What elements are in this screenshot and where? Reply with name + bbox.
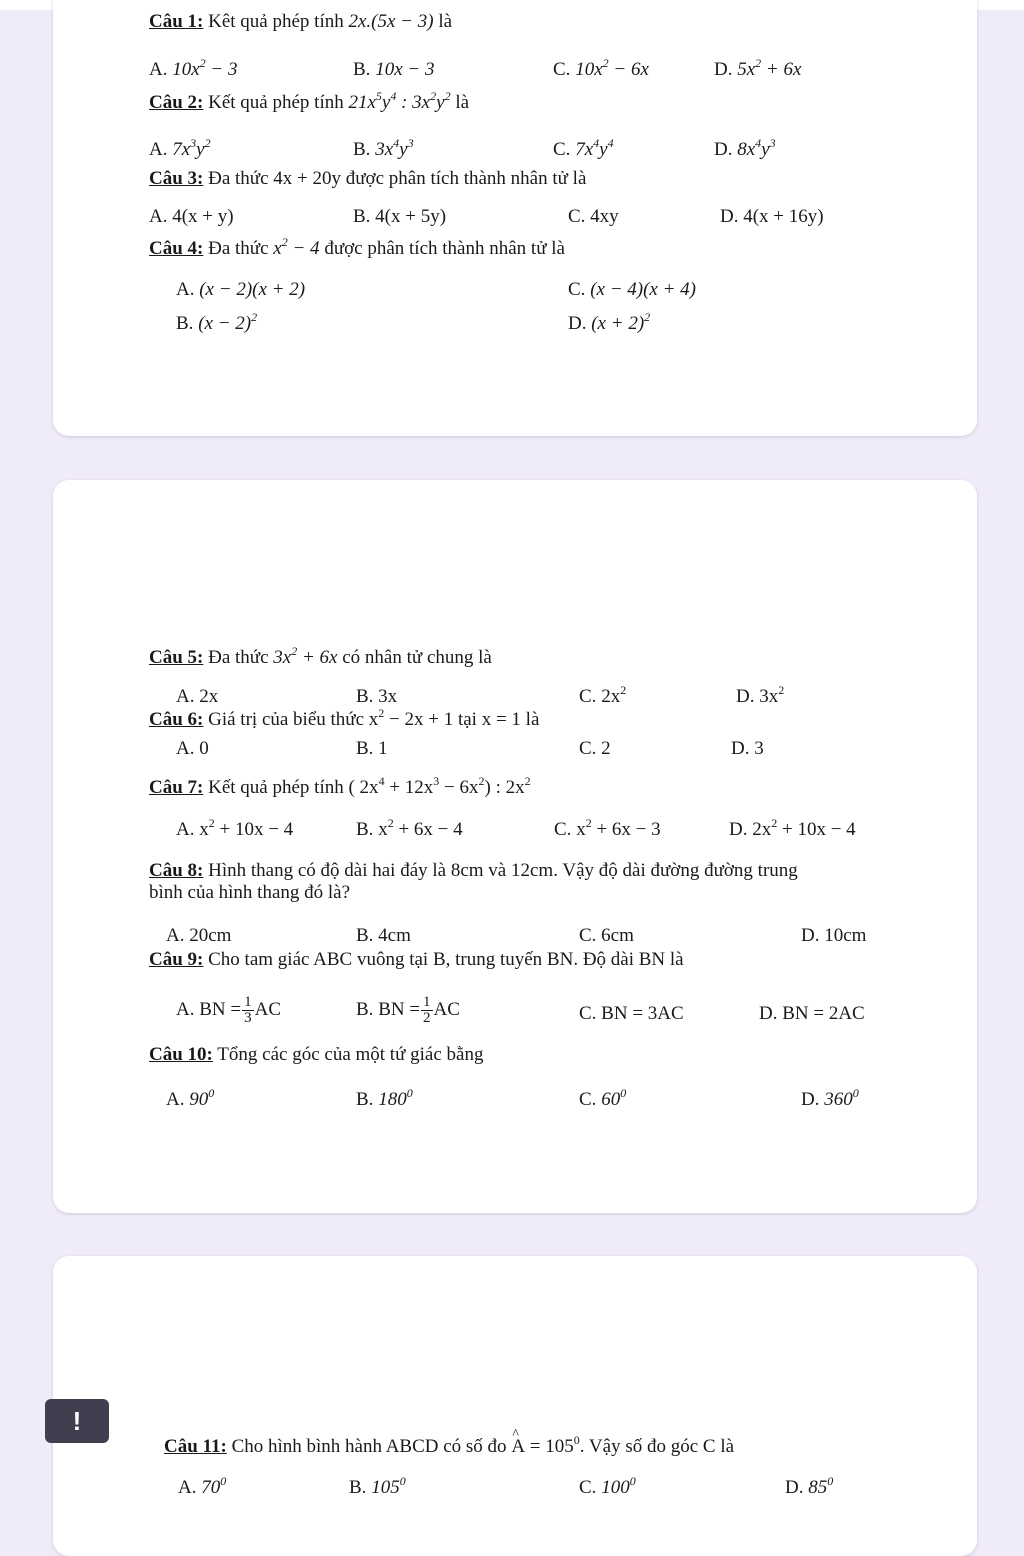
option-letter: B.: [176, 313, 194, 334]
q4-option-a[interactable]: [176, 279, 305, 301]
q2-option-b[interactable]: B. $3x^4y^3$: [353, 136, 414, 160]
question-stem-end: có nhân tử chung là: [342, 647, 492, 668]
option-letter: C.: [554, 819, 572, 840]
option-letter: A.: [178, 1477, 197, 1498]
q9-option-b[interactable]: [356, 995, 460, 1026]
q11-option-b[interactable]: B. $105^0$: [349, 1474, 406, 1498]
option-letter: C.: [579, 686, 597, 707]
q10-option-b[interactable]: B. $180^0$: [356, 1086, 413, 1110]
fraction-numerator: 1: [244, 994, 252, 1010]
question-label: Câu 4:: [149, 238, 204, 259]
alert-icon[interactable]: !: [45, 1399, 109, 1443]
question-stem: Hình thang có độ dài hai đáy là 8cm và 12cm. Vậy độ dài đường đường trung: [208, 860, 798, 881]
question-label: Câu 7:: [149, 777, 204, 798]
fraction: [421, 995, 433, 1026]
question-label: Câu 9:: [149, 949, 204, 970]
question-label: Câu 3:: [149, 168, 204, 189]
option-value: BN =: [199, 998, 242, 1020]
option-letter: C.: [568, 279, 586, 300]
question-2: [149, 89, 470, 114]
q5-option-c[interactable]: C. $2x^2$: [579, 683, 627, 707]
question-stem-end: . Vậy số đo góc C là: [579, 1436, 735, 1457]
q8-option-b[interactable]: B. 4cm: [356, 925, 411, 946]
q8-option-a[interactable]: A. 20cm: [166, 925, 232, 946]
option-letter: D.: [714, 139, 733, 160]
option-value: 5x: [737, 59, 756, 80]
option-letter: A.: [176, 279, 195, 300]
option-value: (x − 2)(x + 2): [199, 279, 306, 300]
q7-option-d[interactable]: D. $2x^2 + 10x - 4$: [729, 816, 856, 840]
q4-option-d[interactable]: D. $(x + 2)^2$: [568, 310, 651, 334]
fraction-denominator: 3: [244, 1010, 252, 1026]
q7-option-a[interactable]: A. $x^2 + 10x - 4$: [176, 816, 294, 840]
question-8: [149, 860, 798, 882]
q7-option-c[interactable]: C. $x^2 + 6x - 3$: [554, 816, 661, 840]
question-stem: Cho hình bình hành ABCD có số đo: [231, 1436, 507, 1457]
q3-option-b[interactable]: B. 4(x + 5y): [353, 206, 447, 227]
question-label: Câu 5:: [149, 647, 204, 668]
option-value: 10x: [172, 59, 200, 80]
question-stem: Cho tam giác ABC vuông tại B, trung tuyến BN. Độ dài BN là: [208, 949, 684, 970]
q11-option-d[interactable]: D. $85^0$: [785, 1474, 834, 1498]
option-letter: C.: [553, 139, 571, 160]
option-value: 10x: [575, 59, 603, 80]
option-letter: D.: [801, 1089, 820, 1110]
q10-option-a[interactable]: A. $90^0$: [166, 1086, 215, 1110]
q3-option-a[interactable]: A. 4(x + y): [149, 206, 234, 227]
option-value: AC: [433, 998, 460, 1020]
question-card-3: [53, 1256, 977, 1556]
question-expression: $3x^2 + 6x$: [273, 644, 338, 668]
option-letter: A.: [176, 998, 195, 1020]
q2-option-d[interactable]: D. $8x^4y^3$: [714, 136, 776, 160]
option-letter: B.: [356, 998, 374, 1020]
q1-option-b[interactable]: [353, 59, 434, 81]
option-letter: C.: [553, 59, 571, 80]
question-stem: Tổng các góc của một tứ giác bằng: [217, 1044, 484, 1065]
option-letter: D.: [729, 819, 748, 840]
question-stem: Kêt quả phép tính: [208, 11, 344, 32]
q9-option-a[interactable]: [176, 995, 281, 1026]
q11-option-a[interactable]: A. $70^0$: [178, 1474, 227, 1498]
q3-option-c[interactable]: C. 4xy: [568, 206, 619, 227]
question-stem: Kết quả phép tính: [208, 777, 344, 798]
question-6: [149, 706, 540, 731]
option-value: 10x − 3: [375, 59, 435, 80]
question-stem: Đa thức: [208, 238, 269, 259]
q5-option-b[interactable]: B. 3x: [356, 686, 398, 707]
option-letter: D.: [714, 59, 733, 80]
q10-option-c[interactable]: C. $60^0$: [579, 1086, 627, 1110]
q5-option-d[interactable]: D. $3x^2$: [736, 683, 785, 707]
question-label: Câu 1:: [149, 11, 204, 32]
question-8-line-2: bình của hình thang đó là?: [149, 882, 351, 903]
question-label: Câu 11:: [164, 1436, 227, 1457]
option-value: − 6x: [613, 59, 649, 80]
question-expression: $x^2 - 4$: [273, 235, 320, 259]
option-letter: C.: [579, 1477, 597, 1498]
question-3: [149, 168, 586, 190]
q11-option-c[interactable]: C. $100^0$: [579, 1474, 636, 1498]
question-5: [149, 644, 492, 669]
question-label: Câu 2:: [149, 92, 204, 113]
option-letter: A.: [176, 819, 195, 840]
q7-option-b[interactable]: B. $x^2 + 6x - 4$: [356, 816, 463, 840]
question-stem-end: được phân tích thành nhân tử là: [324, 238, 565, 259]
question-expression: ( $2x^4 + 12x^3 - 6x^2$) : $2x^2$: [348, 774, 531, 798]
option-value: − 3: [210, 59, 238, 80]
question-label: Câu 6:: [149, 709, 204, 730]
question-stem: Đa thức: [208, 647, 269, 668]
q4-option-c[interactable]: [568, 279, 696, 301]
option-value: (x − 4)(x + 4): [590, 279, 697, 300]
option-letter: A.: [149, 139, 168, 160]
question-stem: Giá trị của biểu thức: [208, 709, 365, 730]
question-label: Câu 10:: [149, 1044, 213, 1065]
q8-option-d[interactable]: D. 10cm: [801, 925, 867, 946]
q6-option-d[interactable]: D. 3: [731, 738, 764, 759]
question-stem-end: là: [438, 11, 453, 32]
q1-option-a[interactable]: A. $10x^2 - 3$: [149, 56, 238, 80]
q6-option-b[interactable]: B. 1: [356, 738, 388, 759]
q5-option-a[interactable]: A. 2x: [176, 686, 219, 707]
option-letter: B.: [356, 819, 374, 840]
fraction-numerator: 1: [423, 994, 431, 1010]
question-9: [149, 949, 684, 971]
question-7: [149, 774, 531, 799]
option-value: AC: [254, 998, 281, 1020]
option-letter: C.: [579, 1089, 597, 1110]
question-stem-end: là: [455, 92, 470, 113]
option-value: BN =: [378, 998, 421, 1020]
question-label: Câu 8:: [149, 860, 204, 881]
fraction: [242, 995, 254, 1026]
option-letter: B.: [349, 1477, 367, 1498]
question-expression: $21x^5y^4$ : $3x^2y^2$: [348, 89, 451, 113]
question-11: [164, 1433, 735, 1458]
question-expression: ^ $A = 105^0$: [511, 1436, 579, 1457]
q1-option-d[interactable]: D. $5x^2 + 6x$: [714, 56, 802, 80]
question-stem-end: tại x = 1 là: [457, 709, 540, 730]
option-letter: D.: [568, 313, 587, 334]
q3-option-d[interactable]: D. 4(x + 16y): [720, 206, 824, 227]
q2-option-a[interactable]: A. $7x^3y^2$: [149, 136, 211, 160]
option-letter: B.: [353, 59, 371, 80]
q4-option-b[interactable]: B. $(x - 2)^2$: [176, 310, 258, 334]
option-letter: D.: [785, 1477, 804, 1498]
question-expression: 2x.(5x − 3): [348, 11, 434, 32]
q6-option-a[interactable]: A. 0: [176, 738, 209, 759]
q6-option-c[interactable]: C. 2: [579, 738, 611, 759]
question-1: [149, 11, 452, 33]
option-letter: A.: [149, 59, 168, 80]
q9-option-c[interactable]: C. BN = 3AC: [579, 1003, 684, 1024]
q9-option-d[interactable]: D. BN = 2AC: [759, 1003, 865, 1024]
q8-option-c[interactable]: C. 6cm: [579, 925, 634, 946]
option-letter: B.: [356, 1089, 374, 1110]
question-stem: Kết quả phép tính: [208, 92, 344, 113]
question-stem: Đa thức 4x + 20y được phân tích thành nhân tử là: [208, 168, 587, 189]
option-value: + 6x: [765, 59, 802, 80]
question-4: [149, 235, 565, 260]
question-expression: $x^2 - 2x + 1$: [368, 706, 454, 730]
option-letter: A.: [166, 1089, 185, 1110]
q2-option-c[interactable]: C. $7x^4y^4$: [553, 136, 614, 160]
option-letter: B.: [353, 139, 371, 160]
option-letter: D.: [736, 686, 755, 707]
fraction-denominator: 2: [423, 1010, 431, 1026]
question-10: [149, 1044, 483, 1066]
q10-option-d[interactable]: D. $360^0$: [801, 1086, 859, 1110]
q1-option-c[interactable]: C. $10x^2 - 6x$: [553, 56, 649, 80]
